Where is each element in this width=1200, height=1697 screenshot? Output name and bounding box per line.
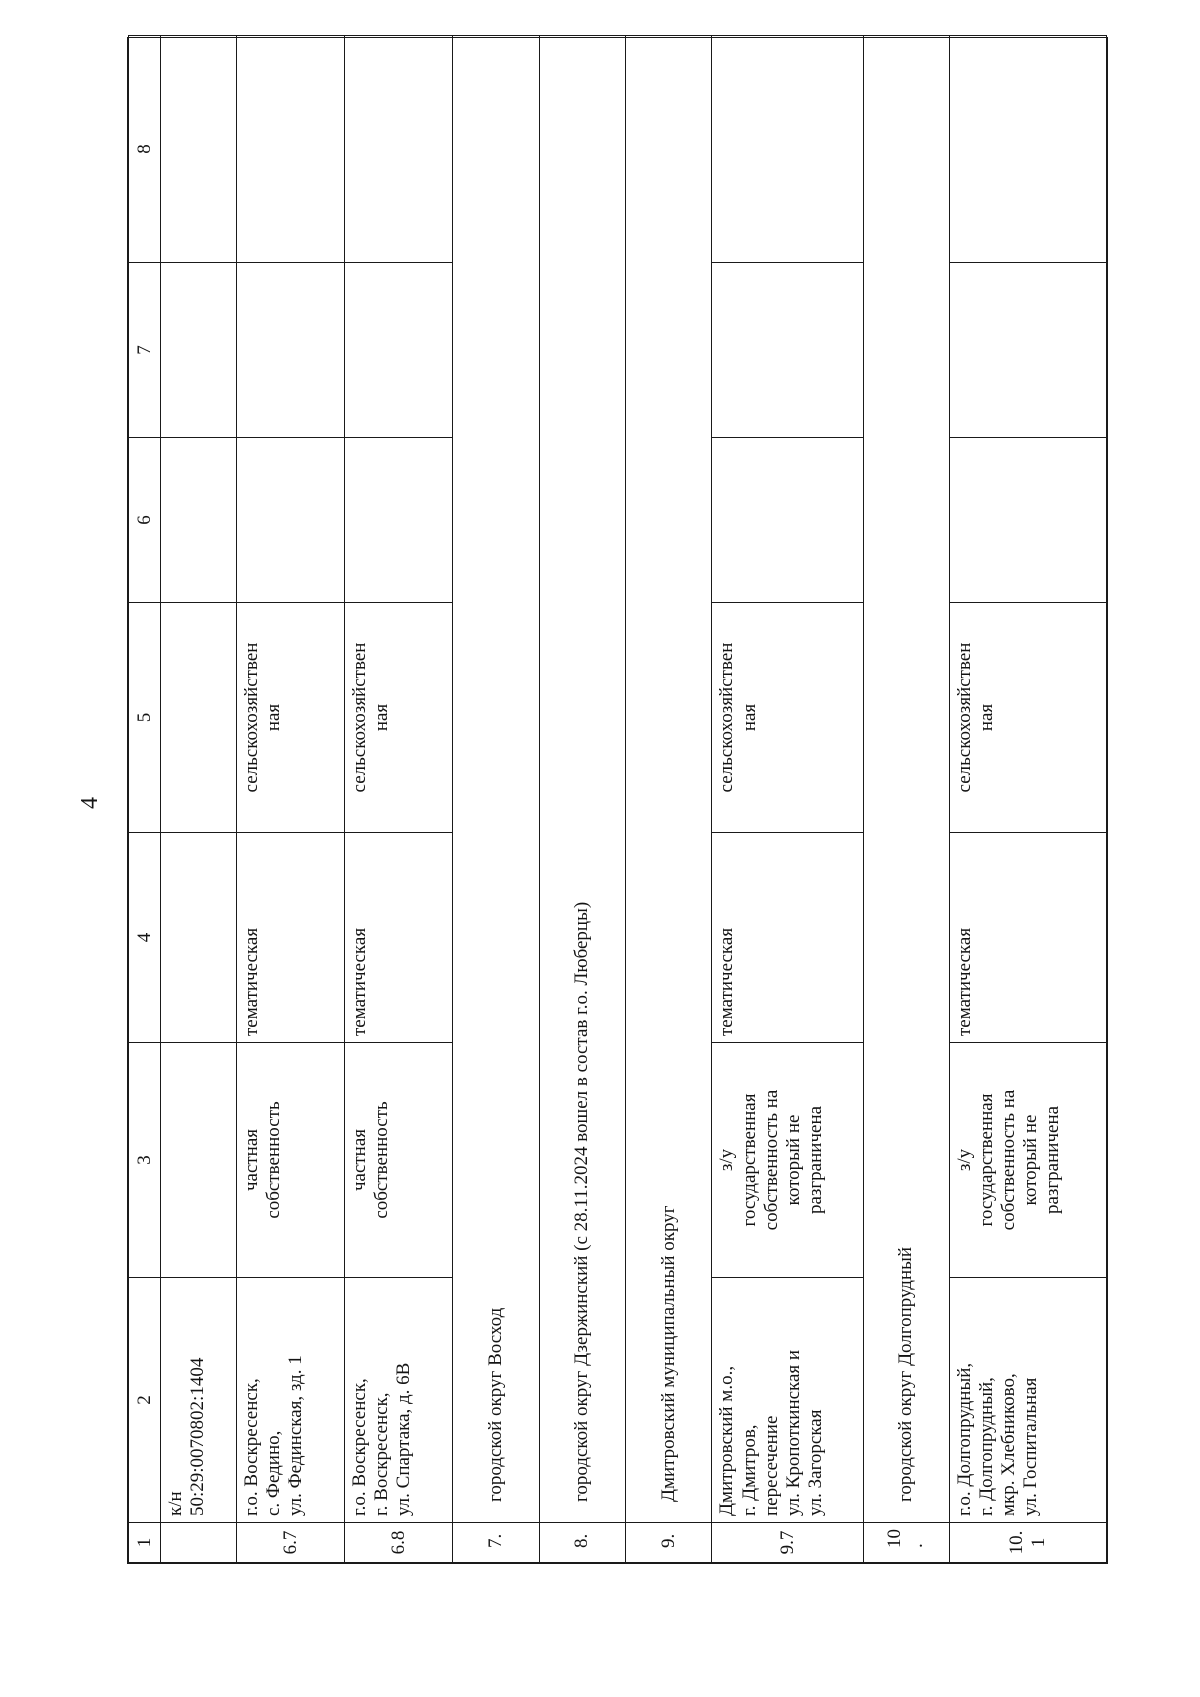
- header-cell-2: 2: [129, 1278, 161, 1523]
- ownership-line: частная: [241, 1128, 263, 1192]
- address-cell: [161, 1278, 237, 1523]
- ownership-line: разграничена: [804, 1105, 826, 1215]
- specialization-cell: [712, 603, 863, 833]
- header-cell-8: 8: [129, 36, 161, 263]
- address-line: ул. Загорская: [804, 1409, 826, 1516]
- ownership-line: собственность: [371, 1101, 393, 1219]
- section-row: [863, 36, 949, 1563]
- ownership-cell: [161, 1043, 237, 1278]
- address-line: ул. Госпитальная: [1020, 1377, 1042, 1516]
- section-row: [453, 36, 539, 1563]
- col6-cell: [161, 438, 237, 603]
- ownership-line: который не: [1020, 1114, 1042, 1206]
- ownership-cell: [712, 1043, 863, 1278]
- table-body: [129, 36, 1107, 1563]
- ownership-cell: [237, 1043, 345, 1278]
- ownership-cell: [345, 1043, 453, 1278]
- specialization-cell: [950, 603, 1107, 833]
- col6-cell: [345, 438, 453, 603]
- address-line: пересечение: [760, 1415, 782, 1516]
- specialization-line: сельскохозяйствен: [716, 642, 738, 793]
- address-line: г. Дмитров,: [738, 1424, 760, 1516]
- ownership-line: з/у: [716, 1148, 738, 1172]
- address-line: г.о. Долгопрудный,: [954, 1362, 976, 1516]
- col7-cell: [950, 263, 1107, 438]
- page-number: 4: [77, 797, 103, 809]
- table-row: [161, 36, 237, 1563]
- row-number: 10.: [863, 1523, 949, 1563]
- ownership-line: который не: [782, 1114, 804, 1206]
- table-row: [950, 36, 1107, 1563]
- address-line: с. Федино,: [263, 1430, 285, 1516]
- table-row: [712, 36, 863, 1563]
- col6-cell: [950, 438, 1107, 603]
- ownership-line: государственная: [738, 1093, 760, 1227]
- col8-cell: [161, 36, 237, 263]
- col8-cell: [950, 36, 1107, 263]
- specialization-line: сельскохозяйствен: [349, 642, 371, 793]
- address-line: ул. Фединская, зд. 1: [285, 1355, 307, 1516]
- ownership-line: собственность на: [998, 1089, 1020, 1231]
- ownership-line: частная: [349, 1128, 371, 1192]
- document-table: [127, 37, 1108, 1564]
- row-number: 7.: [453, 1523, 539, 1563]
- address-line: ул. Кропоткинская и: [782, 1349, 804, 1516]
- row-number: 6.7: [237, 1523, 345, 1563]
- specialization-line: сельскохозяйствен: [241, 642, 263, 793]
- address-line: мкр. Хлебниково,: [998, 1373, 1020, 1516]
- address-line: 50:29:0070802:1404: [187, 1357, 209, 1516]
- row-number: 8.: [539, 1523, 625, 1563]
- table-row: [237, 36, 345, 1563]
- type-cell: тематическая: [950, 833, 1107, 1043]
- specialization-line: ная: [263, 703, 285, 732]
- specialization-line: ная: [976, 703, 998, 732]
- ownership-cell: [950, 1043, 1107, 1278]
- type-cell: тематическая: [237, 833, 345, 1043]
- ownership-line: з/у: [954, 1148, 976, 1172]
- address-cell: [712, 1278, 863, 1523]
- rotated-table: [128, 35, 1107, 1563]
- row-number: 10.1: [950, 1523, 1107, 1563]
- type-cell: тематическая: [712, 833, 863, 1043]
- col6-cell: [237, 438, 345, 603]
- table-frame: [127, 37, 1108, 1564]
- address-line: г. Долгопрудный,: [976, 1377, 998, 1516]
- col8-cell: [237, 36, 345, 263]
- section-row: [539, 36, 625, 1563]
- row-number: [161, 1523, 237, 1563]
- row-number: 6.8: [345, 1523, 453, 1563]
- col7-cell: [712, 263, 863, 438]
- col8-cell: [345, 36, 453, 263]
- type-cell: тематическая: [345, 833, 453, 1043]
- header-cell-5: 5: [129, 603, 161, 833]
- col7-cell: [237, 263, 345, 438]
- row-number: 9.7: [712, 1523, 863, 1563]
- header-cell-6: 6: [129, 438, 161, 603]
- specialization-line: сельскохозяйствен: [954, 642, 976, 793]
- header-cell-3: 3: [129, 1043, 161, 1278]
- section-title: Дмитровский муниципальный округ: [626, 36, 712, 1523]
- ownership-line: государственная: [976, 1093, 998, 1227]
- section-title: городской округ Долгопрудный: [863, 36, 949, 1523]
- address-cell: [345, 1278, 453, 1523]
- specialization-line: ная: [738, 703, 760, 732]
- address-line: Дмитровский м.о.,: [716, 1365, 738, 1516]
- ownership-line: собственность на: [760, 1089, 782, 1231]
- address-line: г.о. Воскресенск,: [349, 1378, 371, 1516]
- col6-cell: [712, 438, 863, 603]
- section-title: городской округ Дзержинский (с 28.11.2024 вошел в состав г.о. Люберцы): [539, 36, 625, 1523]
- table-row: [345, 36, 453, 1563]
- address-line: к/н: [165, 1491, 187, 1516]
- address-cell: [237, 1278, 345, 1523]
- header-cell-4: 4: [129, 833, 161, 1043]
- section-row: [626, 36, 712, 1563]
- header-row: [129, 36, 161, 1563]
- address-cell: [950, 1278, 1107, 1523]
- address-line: ул. Спартака, д. 6В: [393, 1362, 415, 1516]
- row-number: 9.: [626, 1523, 712, 1563]
- address-line: г.о. Воскресенск,: [241, 1378, 263, 1516]
- header-cell-1: 1: [129, 1523, 161, 1563]
- col7-cell: [345, 263, 453, 438]
- address-line: г. Воскресенск,: [371, 1392, 393, 1516]
- specialization-line: ная: [371, 703, 393, 732]
- ownership-line: собственность: [263, 1101, 285, 1219]
- type-cell: [161, 833, 237, 1043]
- specialization-cell: [161, 603, 237, 833]
- col8-cell: [712, 36, 863, 263]
- specialization-cell: [237, 603, 345, 833]
- col7-cell: [161, 263, 237, 438]
- header-cell-7: 7: [129, 263, 161, 438]
- specialization-cell: [345, 603, 453, 833]
- section-title: городской округ Восход: [453, 36, 539, 1523]
- ownership-line: разграничена: [1042, 1105, 1064, 1215]
